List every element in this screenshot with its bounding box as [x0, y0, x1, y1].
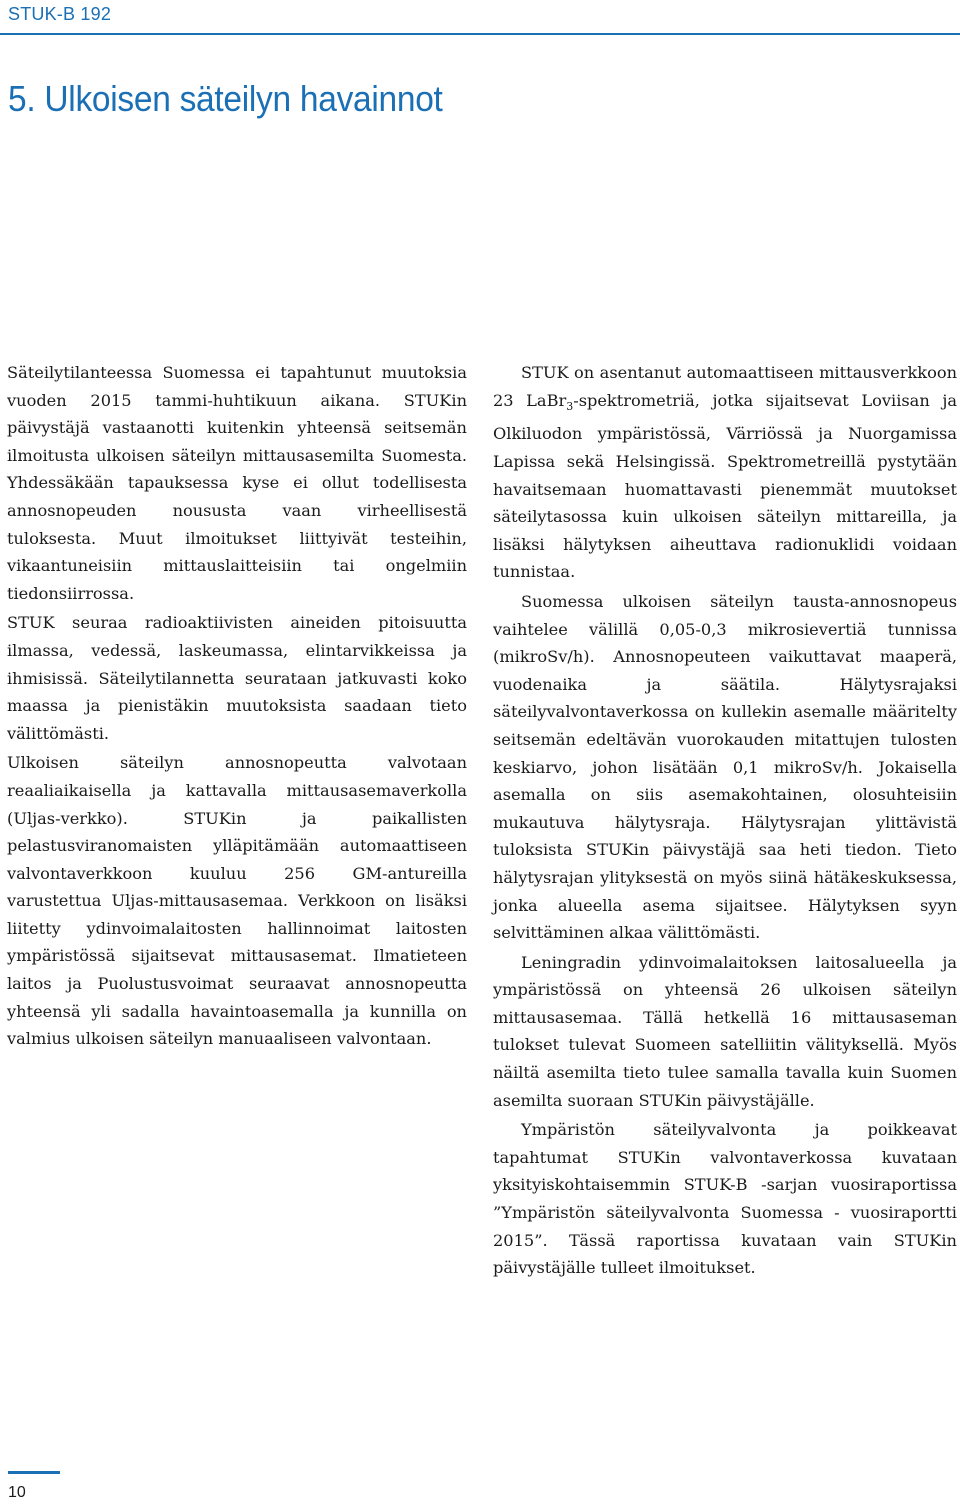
header-divider [0, 33, 960, 35]
body-paragraph: Leningradin ydinvoimalaitoksen laitosalueella ja ympäristössä on yhteensä 26 ulkoisen säteilyn mittausasemaa. Tällä hetkellä 16 mittausaseman tulokset tulevat Suomeen satelliitin välityksellä. Myös näiltä asemilta tieto tulee samalla tavalla kuin Suomen asemilta suoraan STUKin päivystäjälle. [493, 952, 957, 1110]
right-text-column [493, 359, 957, 1282]
body-paragraph [493, 359, 957, 586]
body-paragraph: STUK seuraa radioaktiivisten aineiden pitoisuutta ilmassa, vedessä, laskeumassa, elintarvikkeissa ja ihmisissä. Säteilytilannetta seurataan jatkuvasti koko maassa ja pienistäkin muutoksista saadaan tieto välittömästi. [7, 613, 467, 743]
body-paragraph: Säteilytilanteessa Suomessa ei tapahtunut muutoksia vuoden 2015 tammi-huhtikuun aikana. STUKin päivystäjä vastaanotti kuitenkin yhteensä seitsemän ilmoitusta ulkoisen säteilyn mittausasemilta Suomesta. Yhdessäkään tapauksessa kyse ei ollut todellisesta annosnopeuden noususta vaan virheellisestä tuloksesta. Muut ilmoitukset liittyivät testeihin, vikaantuneisiin mittauslaitteisiin tai ongelmiin tiedonsiirrossa. [7, 363, 467, 603]
footer-divider [8, 1471, 60, 1474]
left-text-column [7, 359, 467, 1053]
text-run: -spektrometriä, jotka sijaitsevat Loviisan ja Olkiluodon ympäristössä, Värriössä ja Nuorgamissa Lapissa sekä Helsingissä. Spektrometreillä pystytään havaitsemaan huomattavasti pienemmät muutokset säteilytasossa kuin ulkoisen säteilyn mittareilla, ja lisäksi hälytyksen aiheuttava radionuklidi voidaan tunnistaa. [493, 390, 958, 582]
body-paragraph: Ympäristön säteilyvalvonta ja poikkeavat tapahtumat STUKin valvontaverkossa kuvataan yksityiskohtaisemmin STUK-B -sarjan vuosiraportissa ”Ympäristön säteilyvalvonta Suomessa - vuosiraportti 2015”. Tässä raportissa kuvataan vain STUKin päivystäjälle tulleet ilmoitukset. [493, 1120, 957, 1278]
text-run: STUK on asentanut automaattiseen mittausverkkoon 23 LaBr [493, 363, 957, 410]
page-number: 10 [8, 1484, 26, 1501]
body-paragraph: Suomessa ulkoisen säteilyn tausta-annosnopeus vaihtelee välillä 0,05-0,3 mikrosievertiä tunnissa (mikroSv/h). Annosnopeuteen vaikuttavat maaperä, vuodenaika ja säätila. Hälytysrajaksi säteilyvalvontaverkossa on kullekin asemalle määritelty seitsemän edeltävän vuorokauden mitattujen tulosten keskiarvo, johon lisätään 0,1 mikroSv/h. Jokaisella asemalla on siis asemakohtainen, olosuhteisiin mukautuva hälytysraja. Hälytysrajan ylittävistä tuloksista STUKin päivystäjä saa heti tiedon. Tieto hälytysrajan ylityksestä on myös siinä hätäkeskuksessa, jonka alueella asema sijaitsee. Hälytyksen syyn selvittäminen alkaa välittömästi. [493, 591, 957, 943]
subscript: 3 [566, 399, 574, 413]
section-title: 5. Ulkoisen säteilyn havainnot [8, 78, 443, 119]
body-paragraph: Ulkoisen säteilyn annosnopeutta valvotaan reaaliaikaisella ja kattavalla mittausasemaverkolla (Uljas-verkko). STUKin ja paikallisten pelastusviranomaisten ylläpitämään automaattiseen valvontaverkkoon kuuluu 256 GM-antureilla varustettua Uljas-mittausasemaa. Verkkoon on lisäksi liitetty ydinvoimalaitosten hallinnoimat laitosten ympäristössä sijaitsevat mittausasemat. Ilmatieteen laitos ja Puolustusvoimat seuraavat annosnopeutta yhteensä yli sadalla havaintoasemalla ja kunnilla on valmius ulkoisen säteilyn manuaaliseen valvontaan. [7, 753, 467, 1049]
running-header: STUK-B 192 [8, 4, 112, 24]
